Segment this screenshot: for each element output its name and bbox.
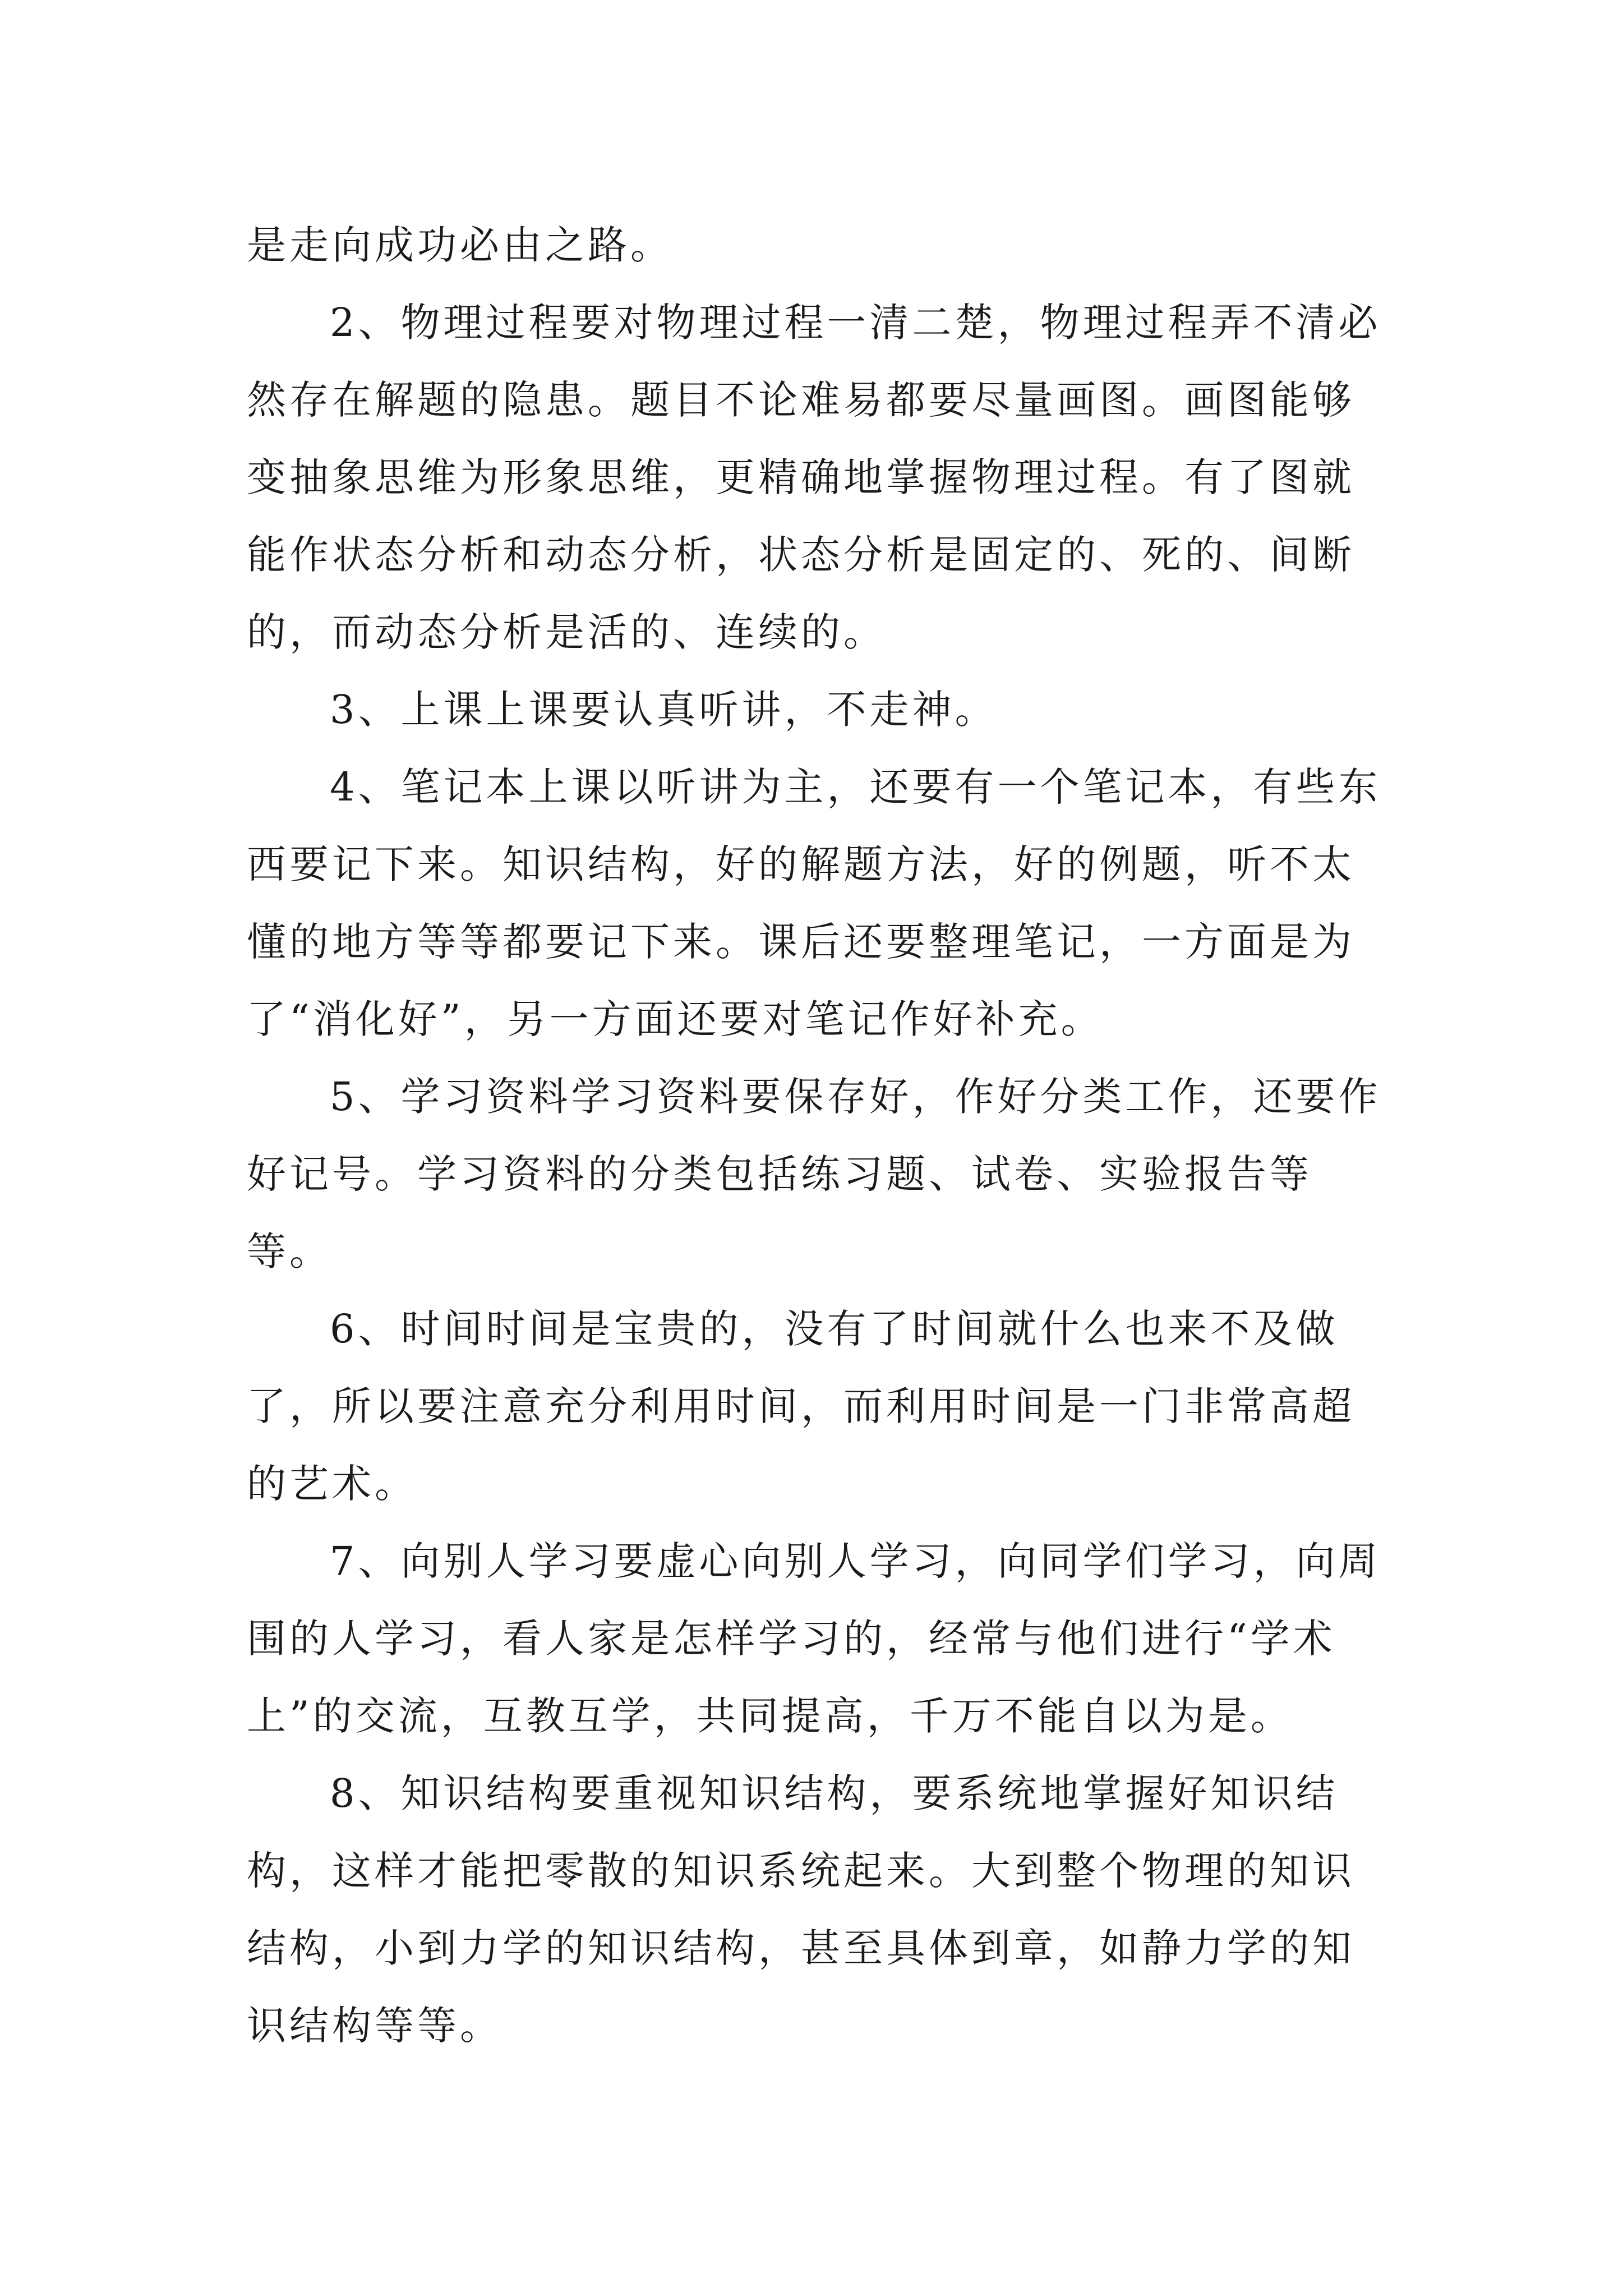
paragraph-7-learn-from-others: 7、向别人学习要虚心向别人学习，向同学们学习，向周围的人学习，看人家是怎样学习的，经常与他们进行“学术上”的交流，互教互学，共同提高，千万不能自以为是。 <box>247 1538 1381 1739</box>
paragraph-8-knowledge-structure: 8、知识结构要重视知识结构，要系统地掌握好知识结构，这样才能把零散的知识系统起来。大到整个物理的知识结构，小到力学的知识结构，甚至具体到章，如静力学的知识结构等等。 <box>247 1770 1355 2049</box>
document-body <box>247 206 1385 2064</box>
paragraph-6-time: 6、时间时间是宝贵的，没有了时间就什么也来不及做了，所以要注意充分利用时间，而利用时间是一门非常高超的艺术。 <box>247 1306 1355 1507</box>
paragraph-4-notebook: 4、笔记本上课以听讲为主，还要有一个笔记本，有些东西要记下来。知识结构，好的解题方法，好的例题，听不太懂的地方等等都要记下来。课后还要整理笔记，一方面是为了“消化好”，另一方面还要对笔记作好补充。 <box>247 764 1381 1042</box>
paragraph-3-class: 3、上课上课要认真听讲，不走神。 <box>330 687 998 733</box>
paragraph-continuation: 是走向成功必由之路。 <box>247 222 673 268</box>
paragraph-2-physics-process: 2、物理过程要对物理过程一清二楚，物理过程弄不清必然存在解题的隐患。题目不论难易都要尽量画图。画图能够变抽象思维为形象思维，更精确地掌握物理过程。有了图就能作状态分析和动态分析，状态分析是固定的、死的、间断的，而动态分析是活的、连续的。 <box>247 300 1381 655</box>
paragraph-5-study-materials: 5、学习资料学习资料要保存好，作好分类工作，还要作好记号。学习资料的分类包括练习题、试卷、实验报告等等。 <box>247 1074 1381 1274</box>
